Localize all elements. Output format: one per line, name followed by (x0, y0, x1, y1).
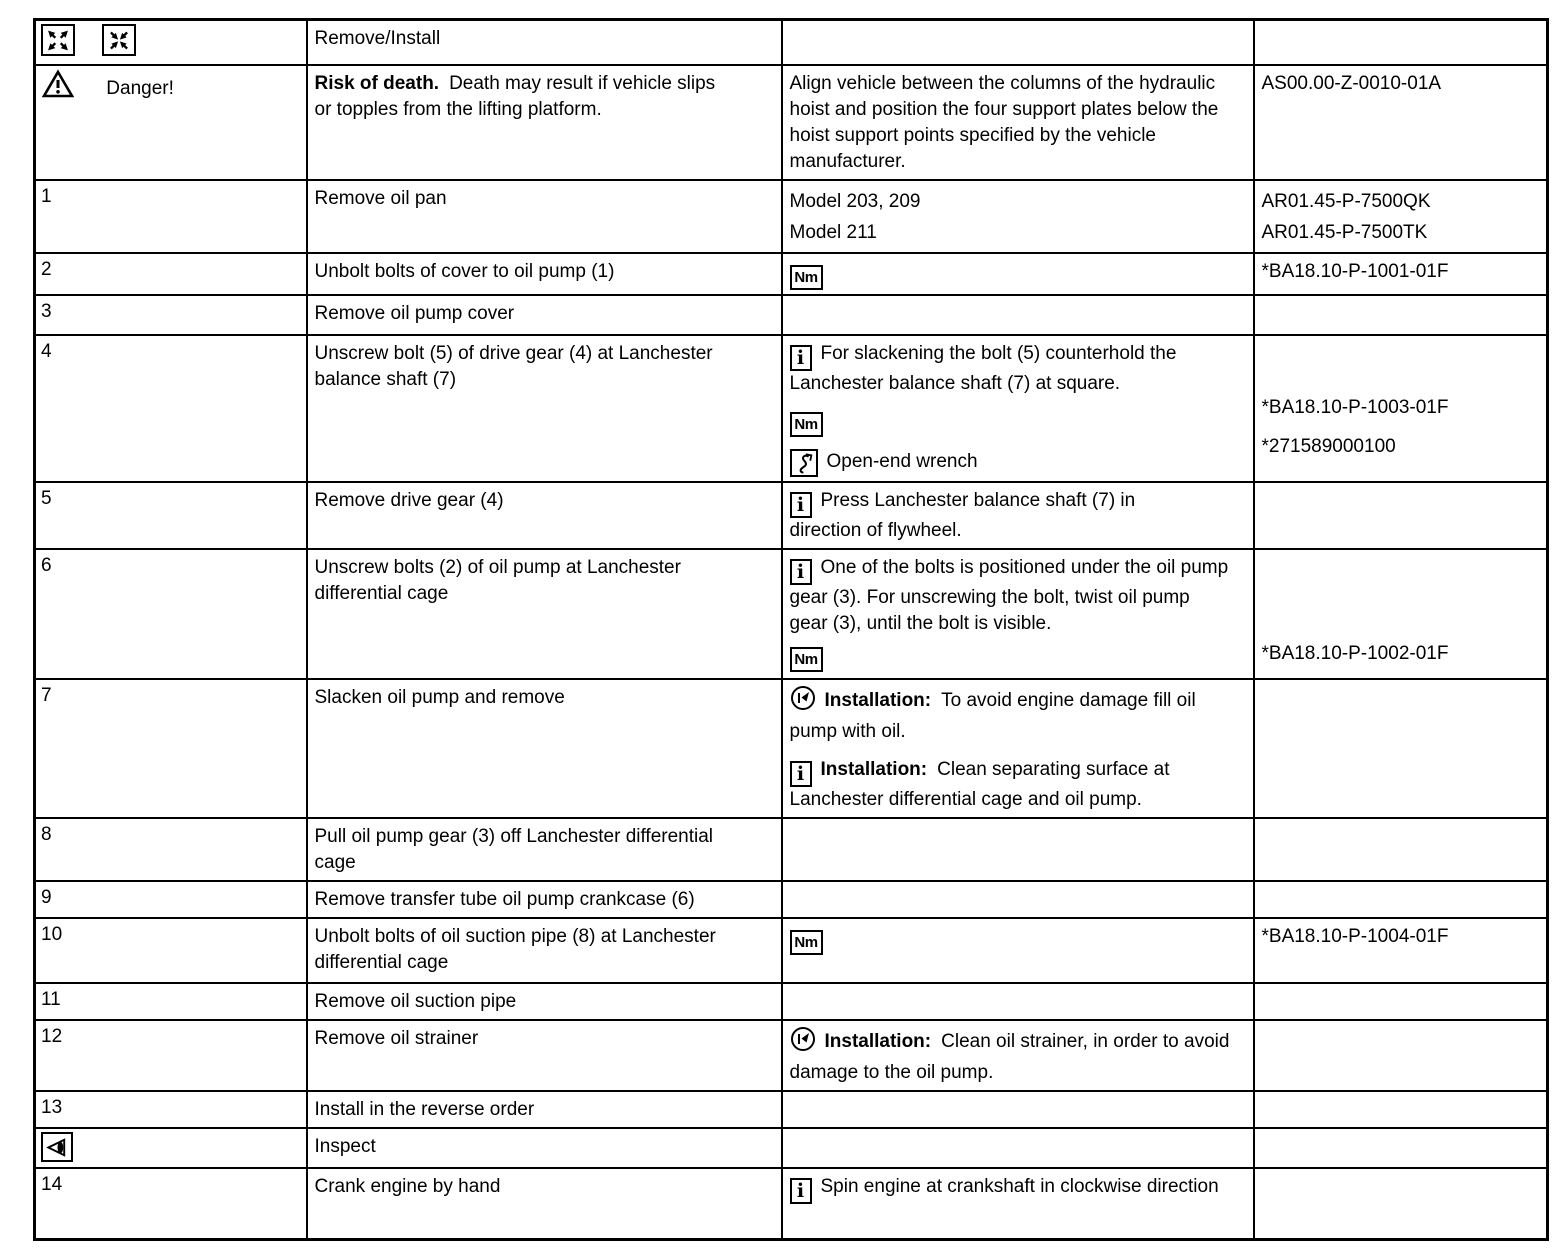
step-number-cell (35, 881, 307, 918)
operation-cell (307, 983, 782, 1020)
installation-arrow-icon (790, 685, 816, 719)
danger-cell (35, 65, 307, 180)
notes-cell (782, 1168, 1254, 1240)
open-end-wrench-icon (790, 449, 818, 477)
step-number-cell (35, 983, 307, 1020)
step-number: 5 (41, 487, 52, 509)
notes-cell (782, 818, 1254, 881)
reference-cell (1254, 1020, 1548, 1091)
reference-cell (1254, 818, 1548, 881)
table-row-step-9 (35, 881, 1548, 918)
reference-cell (1254, 482, 1548, 549)
notes-cell (782, 679, 1254, 818)
info-icon: i (790, 345, 812, 371)
remove-icon (41, 24, 75, 56)
step-number: 4 (41, 340, 52, 362)
info-icon: i (790, 559, 812, 585)
note-text: One of the bolts is positioned under the oil pump gear (3). For unscrewing the bolt, twist oil pump gear (3), until the bolt is visible. (789, 556, 1229, 634)
risk-lead: Risk of death. (314, 72, 440, 94)
installation-arrow-icon (790, 1026, 816, 1060)
info-icon: i (790, 1178, 812, 1204)
warning-triangle-icon (41, 69, 75, 107)
table-row-header (35, 20, 1548, 65)
operation-cell (307, 918, 782, 983)
note-text: For slackening the bolt (5) counterhold the Lanchester balance shaft (7) at square. (789, 342, 1177, 394)
reference-cell (1254, 983, 1548, 1020)
notes-cell (782, 180, 1254, 253)
step-number: 14 (41, 1173, 63, 1195)
note-text: Clean oil strainer, in order to avoid damage to the oil pump. (789, 1030, 1230, 1083)
step-number: 13 (41, 1096, 63, 1118)
document-ref: AS00.00-Z-0010-01A (1261, 72, 1442, 94)
table-row-step-7 (35, 679, 1548, 818)
table-row-step-8 (35, 818, 1548, 881)
step-number: 12 (41, 1025, 63, 1047)
operation-cell (307, 1168, 782, 1240)
operation-cell (307, 253, 782, 295)
document-ref: *BA18.10-P-1003-01F (1261, 396, 1449, 418)
notes-cell (782, 881, 1254, 918)
operation-cell (307, 818, 782, 881)
reference-cell (1254, 295, 1548, 335)
step-number: 9 (41, 886, 52, 908)
operation-cell (307, 295, 782, 335)
operation-cell (307, 549, 782, 679)
operation-text: Remove oil pan (314, 187, 447, 209)
danger-reference-cell (1254, 65, 1548, 180)
operation-text: Remove oil suction pipe (314, 990, 517, 1012)
operation-cell (307, 482, 782, 549)
step-number-cell (35, 295, 307, 335)
operation-cell (307, 335, 782, 482)
operation-text: Unbolt bolts of oil suction pipe (8) at Lanchester differential cage (314, 925, 716, 973)
table-row-step-5 (35, 482, 1548, 549)
operation-text: Remove transfer tube oil pump crankcase (6) (314, 888, 695, 910)
operation-cell (307, 1128, 782, 1168)
reference-cell (1254, 1128, 1548, 1168)
danger-note: Align vehicle between the columns of the hydraulic hoist and position the four support plates below the hoist support points specified by the vehicle manufacturer. (789, 72, 1219, 172)
notes-cell (782, 1020, 1254, 1091)
operation-cell (307, 1020, 782, 1091)
inspect-eye-icon (41, 1132, 73, 1162)
table-row-step-2 (35, 253, 1548, 295)
document-ref: AR01.45-P-7500QK (1261, 190, 1431, 212)
step-number: 3 (41, 300, 52, 322)
table-row-step-1 (35, 180, 1548, 253)
notes-cell (782, 1128, 1254, 1168)
document-ref: *BA18.10-P-1002-01F (1261, 642, 1449, 664)
header-notes-cell (782, 20, 1254, 65)
note-text: Clean separating surface at Lanchester differential cage and oil pump. (789, 758, 1170, 810)
torque-nm-icon: Nm (790, 265, 823, 290)
info-icon: i (790, 761, 812, 787)
table-row-step-12 (35, 1020, 1548, 1091)
torque-nm-icon: Nm (790, 412, 823, 437)
step-number-cell (35, 1020, 307, 1091)
notes-cell (782, 482, 1254, 549)
step-number: 8 (41, 823, 52, 845)
info-icon: i (790, 492, 812, 518)
step-number-cell (35, 180, 307, 253)
table-row-step-10 (35, 918, 1548, 983)
reference-cell (1254, 1091, 1548, 1128)
header-icons-cell (35, 20, 307, 65)
danger-note-cell (782, 65, 1254, 180)
notes-cell (782, 253, 1254, 295)
reference-cell (1254, 335, 1548, 482)
operation-cell (307, 679, 782, 818)
model-line: Model 211 (789, 221, 877, 243)
operation-text: Unscrew bolts (2) of oil pump at Lanchester differential cage (314, 556, 681, 604)
table-row-step-4 (35, 335, 1548, 482)
operation-text: Crank engine by hand (314, 1175, 501, 1197)
operation-text: Unscrew bolt (5) of drive gear (4) at Lanchester balance shaft (7) (314, 342, 713, 390)
step-number: 10 (41, 923, 63, 945)
reference-cell (1254, 881, 1548, 918)
table-row-inspect (35, 1128, 1548, 1168)
table-row-step-3 (35, 295, 1548, 335)
remove-install-procedure-table (33, 18, 1549, 1241)
step-number-cell (35, 679, 307, 818)
notes-cell (782, 983, 1254, 1020)
operation-cell (307, 881, 782, 918)
header-reference-cell (1254, 20, 1548, 65)
install-icon (102, 24, 136, 56)
document-ref: *BA18.10-P-1001-01F (1261, 260, 1449, 282)
step-number-cell (35, 253, 307, 295)
operation-cell (307, 180, 782, 253)
table-row-step-13 (35, 1091, 1548, 1128)
reference-cell (1254, 918, 1548, 983)
reference-cell (1254, 253, 1548, 295)
table-row-step-14 (35, 1168, 1548, 1240)
risk-text: Death may result if vehicle slips or topples from the lifting platform. (314, 72, 716, 120)
header-operation-cell (307, 20, 782, 65)
operation-text: Install in the reverse order (314, 1098, 535, 1120)
danger-risk-cell (307, 65, 782, 180)
model-line: Model 203, 209 (789, 190, 921, 212)
operation-text: Remove drive gear (4) (314, 489, 504, 511)
procedure-table-container (33, 18, 1549, 1241)
table-row-danger (35, 65, 1548, 180)
step-number: 7 (41, 684, 52, 706)
operation-text: Remove oil pump cover (314, 302, 515, 324)
notes-cell (782, 335, 1254, 482)
step-number: 1 (41, 185, 52, 207)
operation-text: Slacken oil pump and remove (314, 686, 565, 708)
reference-cell (1254, 549, 1548, 679)
operation-text: Unbolt bolts of cover to oil pump (1) (314, 260, 615, 282)
note-text: Spin engine at crankshaft in clockwise direction (820, 1175, 1219, 1197)
note-text: To avoid engine damage fill oil pump with oil. (789, 689, 1196, 742)
document-ref: *271589000100 (1261, 435, 1396, 457)
danger-label: Danger! (106, 77, 174, 99)
notes-cell (782, 295, 1254, 335)
step-number-cell (35, 1168, 307, 1240)
notes-cell (782, 918, 1254, 983)
step-number-cell (35, 918, 307, 983)
document-ref: AR01.45-P-7500TK (1261, 221, 1428, 243)
torque-nm-icon: Nm (790, 930, 823, 955)
step-number-cell (35, 1091, 307, 1128)
step-number: 11 (41, 988, 61, 1010)
step-icon-cell (35, 1128, 307, 1168)
step-number: 6 (41, 554, 52, 576)
table-row-step-11 (35, 983, 1548, 1020)
reference-cell (1254, 1168, 1548, 1240)
step-number-cell (35, 335, 307, 482)
note-text: Press Lanchester balance shaft (7) in direction of flywheel. (789, 489, 1136, 541)
reference-cell (1254, 180, 1548, 253)
step-number-cell (35, 482, 307, 549)
operation-cell (307, 1091, 782, 1128)
notes-cell (782, 549, 1254, 679)
step-number-cell (35, 549, 307, 679)
operation-title: Remove/Install (314, 28, 441, 49)
operation-text: Inspect (314, 1135, 376, 1157)
table-row-step-6 (35, 549, 1548, 679)
operation-text: Pull oil pump gear (3) off Lanchester differential cage (314, 825, 714, 873)
reference-cell (1254, 679, 1548, 818)
tool-text: Open-end wrench (826, 450, 978, 472)
torque-nm-icon: Nm (790, 647, 823, 672)
step-number: 2 (41, 258, 52, 280)
document-ref: *BA18.10-P-1004-01F (1261, 925, 1449, 947)
notes-cell (782, 1091, 1254, 1128)
note-lead: Installation: (824, 689, 932, 711)
operation-text: Remove oil strainer (314, 1027, 479, 1049)
note-lead: Installation: (820, 758, 928, 780)
step-number-cell (35, 818, 307, 881)
note-lead: Installation: (824, 1030, 932, 1052)
